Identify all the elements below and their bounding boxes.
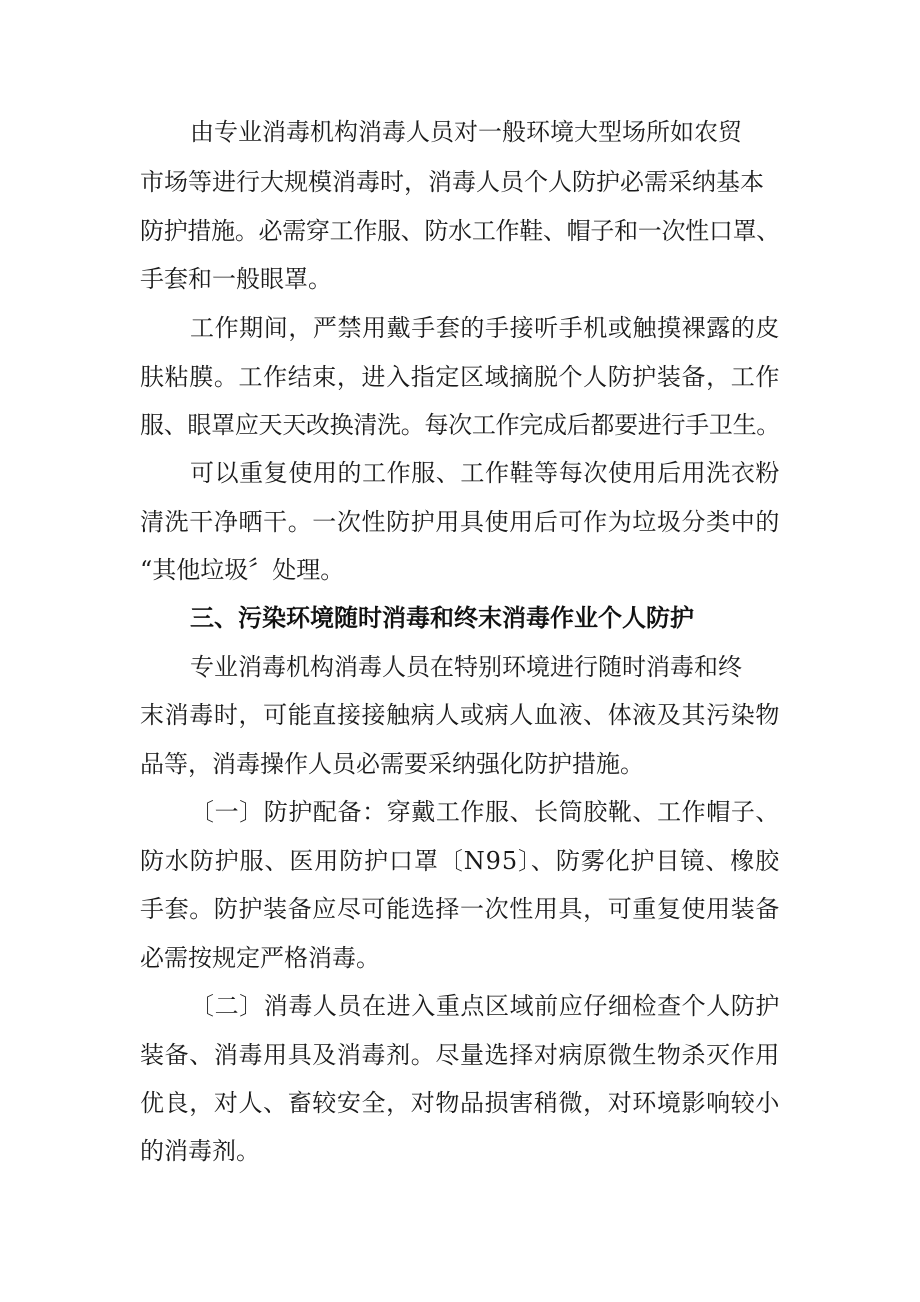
text-line: 的消毒剂。 (140, 1137, 260, 1165)
text-line: 〔一〕防护配备：穿戴工作服、长筒胶靴、工作帽子、 (190, 798, 780, 826)
text-line: 必需按规定严格消毒。 (140, 944, 380, 972)
text-line: 品等，消毒操作人员必需要采纳强化防护措施。 (140, 750, 644, 778)
text-line: 防水防护服、医用防护口罩〔N95〕、防雾化护目镜、橡胶 (140, 847, 780, 875)
text-line: 由专业消毒机构消毒人员对一般环境大型场所如农贸 (190, 118, 742, 146)
text-line: 服、眼罩应天天改换清洗。每次工作完成后都要进行手卫生。 (140, 411, 780, 439)
text-line: 可以重复使用的工作服、工作鞋等每次使用后用洗衣粉 (190, 459, 780, 487)
text-line: 防护措施。必需穿工作服、防水工作鞋、帽子和一次性口罩、 (140, 217, 780, 245)
text-line: 优良，对人、畜较安全，对物品损害稍微，对环境影响较小 (140, 1089, 780, 1117)
section-heading: 三、污染环境随时消毒和终末消毒作业个人防护 (190, 604, 694, 632)
text-line: 专业消毒机构消毒人员在特别环境进行随时消毒和终 (190, 653, 742, 681)
text-line: “其他垃圾〞处理。 (140, 556, 345, 584)
text-line: 市场等进行大规模消毒时，消毒人员个人防护必需采纳基本 (140, 168, 764, 196)
text-line: 工作期间，严禁用戴手套的手接听手机或触摸裸露的皮 (190, 314, 780, 342)
text-line: 手套。防护装备应尽可能选择一次性用具，可重复使用装备 (140, 895, 780, 923)
text-line: 清洗干净晒干。一次性防护用具使用后可作为垃圾分类中的 (140, 508, 780, 536)
text-line: 末消毒时，可能直接接触病人或病人血液、体液及其污染物 (140, 701, 780, 729)
text-line: 肤粘膜。工作结束，进入指定区域摘脱个人防护装备，工作 (140, 363, 780, 391)
text-line: 装备、消毒用具及消毒剂。尽量选择对病原微生物杀灭作用 (140, 1041, 780, 1069)
text-line: 〔二〕消毒人员在进入重点区域前应仔细检查个人防护 (190, 992, 780, 1020)
text-line: 手套和一般眼罩。 (140, 265, 332, 293)
